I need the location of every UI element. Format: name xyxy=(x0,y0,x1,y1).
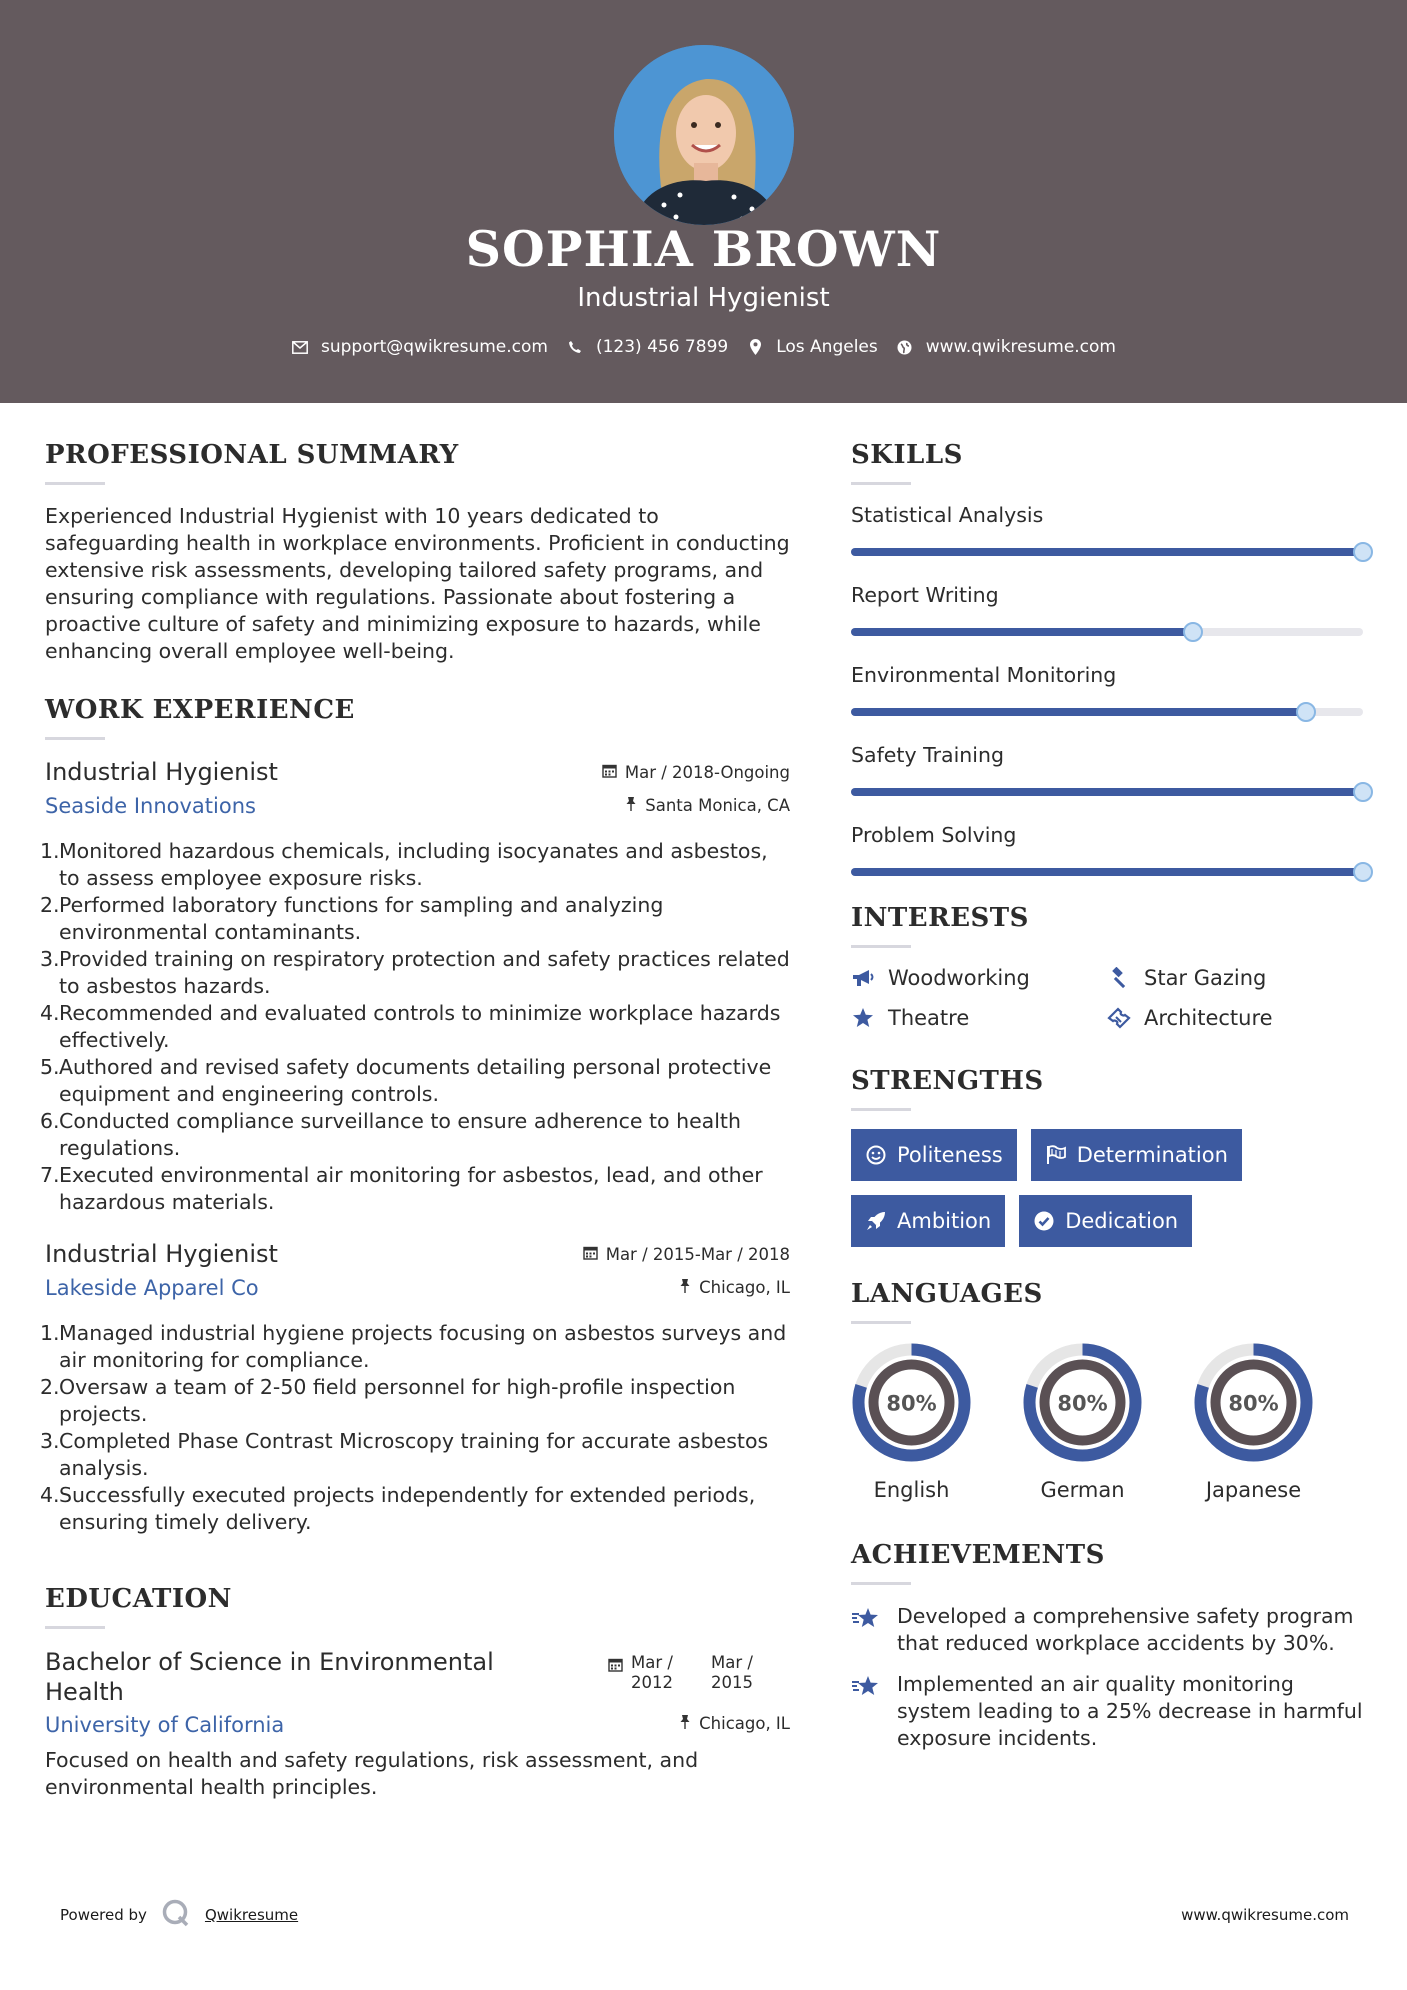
job-dates-text: Mar / 2015-Mar / 2018 xyxy=(605,1244,790,1264)
language-item xyxy=(1193,1342,1314,1502)
achievement-text: Implemented an air quality monitoring system leading to a 25% decrease in harmful exposure incidents. xyxy=(897,1672,1363,1750)
summary-heading: PROFESSIONAL SUMMARY xyxy=(45,440,459,470)
experience-heading: WORK EXPERIENCE xyxy=(45,695,355,725)
skill-bar xyxy=(851,788,1363,796)
skill-bar-knob xyxy=(1353,542,1373,562)
language-name: German xyxy=(1040,1478,1125,1502)
skills-section xyxy=(851,440,1371,876)
summary-section xyxy=(45,440,790,665)
qwikresume-logo-icon xyxy=(161,1898,191,1932)
interests-list xyxy=(851,966,1371,1030)
contact-location-text: Los Angeles xyxy=(776,337,878,357)
smile-icon xyxy=(865,1144,887,1166)
strength-label: Politeness xyxy=(897,1143,1003,1167)
language-name: Japanese xyxy=(1205,1478,1302,1502)
skill-item xyxy=(851,503,1371,556)
section-divider xyxy=(45,737,105,740)
skill-bar xyxy=(851,868,1363,876)
language-donut xyxy=(851,1342,972,1463)
skill-item xyxy=(851,743,1371,796)
end-year: 2015 xyxy=(711,1673,753,1692)
flag-icon xyxy=(1045,1144,1067,1166)
strengths-section xyxy=(851,1066,1371,1247)
achievements-heading: ACHIEVEMENTS xyxy=(851,1540,1105,1570)
education-description: Focused on health and safety regulations, risk assessment, and environmental health principles. xyxy=(45,1748,699,1799)
list-item: 7. Executed environmental air monitoring for asbestos, lead, and other hazardous materials. xyxy=(40,1163,763,1214)
list-item: 4. Successfully executed projects independently for extended periods, ensuring timely delivery. xyxy=(40,1483,756,1534)
skill-bar xyxy=(851,708,1363,716)
globe-icon xyxy=(896,338,914,356)
ticket-icon xyxy=(1107,1006,1131,1030)
skill-bar xyxy=(851,628,1363,636)
check-circle-icon xyxy=(1033,1210,1055,1232)
section-divider xyxy=(45,1626,105,1629)
contact-email[interactable] xyxy=(291,337,548,357)
interest-item xyxy=(851,966,1107,990)
achievement-item xyxy=(851,1671,1371,1752)
footer-branding xyxy=(60,1898,298,1932)
powered-by-text: Powered by xyxy=(60,1906,147,1924)
footer-url[interactable]: www.qwikresume.com xyxy=(1181,1906,1349,1924)
strength-label: Dedication xyxy=(1065,1209,1179,1233)
list-item: 3. Completed Phase Contrast Microscopy training for accurate asbestos analysis. xyxy=(40,1429,769,1480)
contact-location xyxy=(746,337,878,357)
achievement-text: Developed a comprehensive safety program that reduced workplace accidents by 30%. xyxy=(897,1604,1354,1655)
languages-section xyxy=(851,1279,1371,1502)
skill-bar xyxy=(851,548,1363,556)
job-title: Industrial Hygienist xyxy=(45,1240,278,1268)
list-item: 1. Monitored hazardous chemicals, including isocyanates and asbestos, to assess employee exposure risks. xyxy=(40,839,768,890)
language-donut xyxy=(1193,1342,1314,1463)
achievement-star-icon xyxy=(851,1671,881,1752)
skill-bar-fill xyxy=(851,868,1363,876)
language-percent: 80% xyxy=(1228,1391,1279,1416)
strength-tag xyxy=(1031,1129,1242,1181)
skills-list xyxy=(851,503,1371,876)
brand-link[interactable]: Qwikresume xyxy=(204,1906,299,1924)
job-dates xyxy=(602,763,790,782)
start-year: 2012 xyxy=(631,1673,673,1692)
language-percent: 80% xyxy=(886,1391,937,1416)
candidate-title: Industrial Hygienist xyxy=(577,283,830,313)
section-divider xyxy=(45,482,105,485)
list-item: 2. Performed laboratory functions for sampling and analyzing environmental contaminants. xyxy=(40,893,664,944)
gavel-icon xyxy=(1107,966,1131,990)
contact-email-text: support@qwikresume.com xyxy=(321,337,548,357)
list-item: 6. Conducted compliance surveillance to ensure adherence to health regulations. xyxy=(40,1109,741,1160)
rocket-icon xyxy=(865,1210,887,1232)
skill-label: Statistical Analysis xyxy=(851,503,1044,527)
strength-label: Determination xyxy=(1076,1143,1228,1167)
education-dates xyxy=(608,1653,753,1693)
job-dates-text: Mar / 2018-Ongoing xyxy=(624,762,790,782)
resume-header xyxy=(0,0,1407,403)
achievement-star-icon xyxy=(851,1603,881,1657)
language-donut xyxy=(1022,1342,1143,1463)
calendar-icon xyxy=(608,1657,623,1693)
phone-icon xyxy=(566,338,584,356)
strength-tag xyxy=(1019,1195,1192,1247)
star-icon xyxy=(851,1006,875,1030)
job-entry xyxy=(40,758,790,1216)
skills-heading: SKILLS xyxy=(851,440,963,470)
envelope-icon xyxy=(291,338,309,356)
skill-bar-knob xyxy=(1353,862,1373,882)
skill-item xyxy=(851,583,1371,636)
job-entry xyxy=(40,1240,790,1536)
strength-label: Ambition xyxy=(897,1209,992,1233)
list-item: 2. Oversaw a team of 2-50 field personnel for high-profile inspection projects. xyxy=(40,1375,736,1426)
left-column xyxy=(40,440,790,1801)
interest-label: Architecture xyxy=(1144,1006,1273,1030)
map-pin-icon xyxy=(746,338,764,356)
skill-bar-knob xyxy=(1183,622,1203,642)
strengths-list xyxy=(851,1129,1371,1247)
summary-text: Experienced Industrial Hygienist with 10 years dedicated to safeguarding health in workplace environments. Proficient in conducting extensive risk assessments, developing tailored safety programs, and ensuring compliance with regulations. Passionate about fostering a proactive culture of safety and minimizing exposure to hazards, while enhancing overall employee well-being. xyxy=(45,504,790,663)
interest-label: Star Gazing xyxy=(1144,966,1267,990)
interests-section xyxy=(851,903,1371,1030)
company-name: Seaside Innovations xyxy=(45,794,256,818)
education-section xyxy=(45,1584,790,1801)
candidate-name: SOPHIA BROWN xyxy=(465,220,942,278)
job-duties xyxy=(40,838,790,1216)
strength-tag xyxy=(851,1129,1017,1181)
skill-bar-knob xyxy=(1353,782,1373,802)
interest-item xyxy=(851,1006,1107,1030)
degree-title: Bachelor of Science in Environmental Health xyxy=(45,1648,494,1706)
end-month: Mar / xyxy=(711,1653,753,1672)
right-column xyxy=(851,440,1371,1766)
list-item: 3. Provided training on respiratory protection and safety practices related to asbestos hazards. xyxy=(40,947,790,998)
list-item: 5. Authored and revised safety documents detailing personal protective equipment and engineering controls. xyxy=(40,1055,772,1106)
language-percent: 80% xyxy=(1057,1391,1108,1416)
contact-website[interactable] xyxy=(896,337,1116,357)
profile-photo xyxy=(614,45,794,225)
education-heading: EDUCATION xyxy=(45,1584,232,1614)
job-dates xyxy=(583,1245,790,1264)
job-location-text: Chicago, IL xyxy=(699,1277,790,1297)
section-divider xyxy=(851,1108,911,1111)
experience-section xyxy=(40,695,790,1536)
languages-list xyxy=(851,1342,1371,1502)
company-name: Lakeside Apparel Co xyxy=(45,1276,259,1300)
section-divider xyxy=(851,945,911,948)
skill-bar-knob xyxy=(1296,702,1316,722)
pin-icon xyxy=(679,1278,691,1297)
job-location xyxy=(679,1278,790,1297)
language-name: English xyxy=(873,1478,950,1502)
calendar-icon xyxy=(602,763,617,782)
contact-phone[interactable] xyxy=(566,337,728,357)
skill-label: Problem Solving xyxy=(851,823,1017,847)
section-divider xyxy=(851,482,911,485)
achievements-section xyxy=(851,1540,1371,1752)
skill-label: Environmental Monitoring xyxy=(851,663,1117,687)
languages-heading: LANGUAGES xyxy=(851,1279,1043,1309)
strengths-heading: STRENGTHS xyxy=(851,1066,1044,1096)
skill-label: Safety Training xyxy=(851,743,1004,767)
skill-bar-fill xyxy=(851,708,1306,716)
list-item: 1. Managed industrial hygiene projects focusing on asbestos surveys and air monitoring for compliance. xyxy=(40,1321,787,1372)
skill-bar-fill xyxy=(851,628,1193,636)
interest-label: Woodworking xyxy=(888,966,1030,990)
skill-item xyxy=(851,663,1371,716)
school-name: University of California xyxy=(45,1713,285,1737)
section-divider xyxy=(851,1321,911,1324)
language-item xyxy=(1022,1342,1143,1502)
contact-bar xyxy=(0,337,1407,357)
pin-icon xyxy=(625,796,637,815)
job-location xyxy=(625,796,790,815)
education-location-text: Chicago, IL xyxy=(699,1713,790,1733)
contact-phone-text: (123) 456 7899 xyxy=(595,337,729,357)
section-divider xyxy=(851,1582,911,1585)
skill-bar-fill xyxy=(851,548,1363,556)
strength-tag xyxy=(851,1195,1005,1247)
education-location xyxy=(679,1714,790,1733)
achievement-item xyxy=(851,1603,1371,1657)
megaphone-icon xyxy=(851,966,875,990)
job-title: Industrial Hygienist xyxy=(45,758,278,786)
pin-icon xyxy=(679,1714,691,1733)
language-item xyxy=(851,1342,972,1502)
list-item: 4. Recommended and evaluated controls to minimize workplace hazards effectively. xyxy=(40,1001,781,1052)
interest-label: Theatre xyxy=(888,1006,970,1030)
skill-item xyxy=(851,823,1371,876)
job-duties xyxy=(40,1320,790,1536)
contact-website-text: www.qwikresume.com xyxy=(925,337,1116,357)
interest-item xyxy=(1107,1006,1347,1030)
interest-item xyxy=(1107,966,1347,990)
skill-bar-fill xyxy=(851,788,1363,796)
job-location-text: Santa Monica, CA xyxy=(645,795,790,815)
start-month: Mar / xyxy=(631,1653,673,1672)
calendar-icon xyxy=(583,1245,598,1264)
interests-heading: INTERESTS xyxy=(851,903,1029,933)
skill-label: Report Writing xyxy=(851,583,999,607)
